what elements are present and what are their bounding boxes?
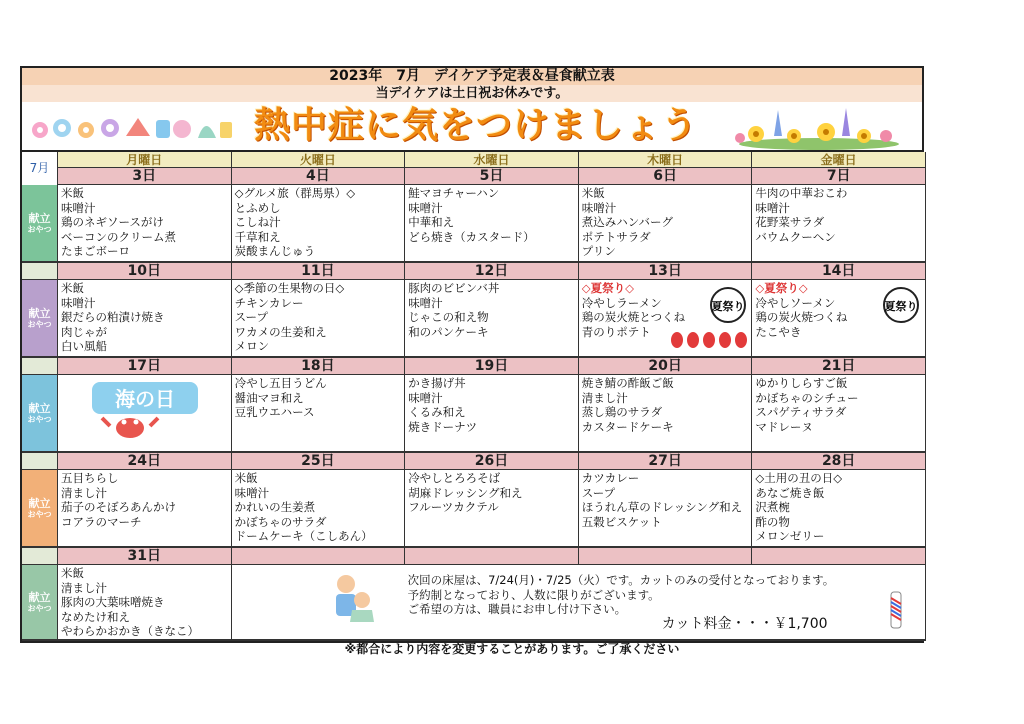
menu-item: 酢の物 <box>755 514 790 529</box>
menu-item: どら焼き（カスタード） <box>408 229 535 244</box>
notice-line: 予約制となっており、人数に限りがございます。 <box>407 587 660 602</box>
menu-item: 肉じゃが <box>61 324 107 339</box>
row-label-sub: おやつ <box>27 603 52 613</box>
menu-item: 冷やし五目うどん <box>234 376 327 390</box>
date-header: 31日 <box>58 548 232 565</box>
date-header: 4日 <box>232 168 406 185</box>
menu-item: なめたけ和え <box>61 609 130 624</box>
date-header-empty <box>752 548 926 565</box>
menu-item: 銀だらの粕漬け焼き <box>61 310 165 325</box>
menu-item: ゆかりしらすご飯 <box>755 376 848 390</box>
menu-item: やわらかおかき（きなこ） <box>61 624 199 639</box>
svg-text:夏祭り: 夏祭り <box>711 300 745 313</box>
calendar-sheet <box>20 66 924 643</box>
menu-cell <box>405 375 579 453</box>
menu-item: 味噌汁 <box>408 200 443 215</box>
row-label-main: 献立 <box>28 211 51 225</box>
menu-row-label <box>22 375 58 453</box>
menu-item: 味噌汁 <box>581 200 617 215</box>
menu-item: ほうれん草のドレッシング和え <box>581 500 743 515</box>
weekday-header: 月曜日 <box>58 152 232 168</box>
date-header: 3日 <box>58 168 232 185</box>
menu-item: 豚肉のビビンバ丼 <box>408 281 500 295</box>
date-header-empty <box>405 548 579 565</box>
lantern-illustration <box>669 330 749 350</box>
natsu-matsuri-illustration <box>882 286 920 324</box>
menu-item: 鶏の炭火焼つくね <box>755 310 848 325</box>
menu-item: 清まし汁 <box>581 390 628 405</box>
menu-item: プリン <box>581 244 616 259</box>
menu-item: メロンゼリー <box>755 529 825 544</box>
menu-item: 白い風船 <box>61 339 107 354</box>
menu-item: 青のりポテト <box>581 324 651 339</box>
menu-item: 豆乳ウエハース <box>234 405 315 420</box>
date-header: 11日 <box>232 263 406 280</box>
row-label-sub: おやつ <box>27 224 52 234</box>
menu-item: 冷やしとろろそば <box>408 471 501 485</box>
menu-item: ポテトサラダ <box>581 229 651 244</box>
menu-item: スープ <box>581 485 616 500</box>
menu-item: 味噌汁 <box>61 200 96 215</box>
menu-item: 鶏のネギソースがけ <box>61 215 164 230</box>
menu-item: カツカレー <box>581 471 640 485</box>
date-header: 21日 <box>752 358 926 375</box>
menu-cell <box>232 185 406 263</box>
menu-item: とふめし <box>234 200 281 215</box>
date-header: 13日 <box>579 263 753 280</box>
svg-text:夏祭り: 夏祭り <box>884 300 918 313</box>
menu-item: 牛肉の中華おこわ <box>755 186 848 200</box>
date-header: 18日 <box>232 358 406 375</box>
menu-item: 醤油マヨ和え <box>234 390 304 405</box>
menu-item: ◇夏祭り◇ <box>581 281 634 295</box>
menu-item: フルーツカクテル <box>408 500 499 515</box>
date-header: 27日 <box>579 453 753 470</box>
menu-item: じゃこの和え物 <box>408 310 489 325</box>
page-subtitle: 当デイケアは土日祝お休みです。 <box>22 85 922 102</box>
menu-item: 清まし汁 <box>61 485 107 500</box>
row-label-sub: おやつ <box>27 319 52 329</box>
date-header: 12日 <box>405 263 579 280</box>
notice-line: 次回の床屋は、7/24(月)・7/25（火）です。カットのみの受付となっております。 <box>407 573 835 587</box>
menu-item: 清まし汁 <box>61 580 107 595</box>
menu-item: 沢煮椀 <box>755 500 790 515</box>
menu-item: 味噌汁 <box>755 200 790 215</box>
menu-item: 千草和え <box>234 229 281 244</box>
menu-item: 焼き鯖の酢飯ご飯 <box>581 376 674 390</box>
date-header: 26日 <box>405 453 579 470</box>
menu-item: 鶏の炭火焼とつくね <box>581 310 686 325</box>
date-header: 17日 <box>58 358 232 375</box>
barber-pole-icon <box>888 588 904 632</box>
menu-cell <box>752 470 926 548</box>
menu-cell <box>405 185 579 263</box>
date-header-empty <box>232 548 406 565</box>
menu-item: スパゲティサラダ <box>755 405 847 420</box>
menu-item: 味噌汁 <box>408 390 443 405</box>
menu-item: たまごボーロ <box>61 244 130 259</box>
menu-cell <box>232 470 406 548</box>
summer-items-illustration <box>28 110 238 146</box>
menu-item: 蒸し鶏のサラダ <box>581 405 663 420</box>
date-header: 5日 <box>405 168 579 185</box>
weekday-header: 金曜日 <box>752 152 926 168</box>
menu-item: ◇土用の丑の日◇ <box>755 471 843 485</box>
menu-item: くるみ和え <box>408 405 466 420</box>
menu-item: 煮込みハンバーグ <box>581 215 673 230</box>
menu-cell <box>232 375 406 453</box>
row-label-gap <box>22 453 58 470</box>
umi-no-hi-illustration <box>90 378 200 442</box>
date-header: 28日 <box>752 453 926 470</box>
menu-item: バウムクーヘン <box>755 229 836 244</box>
menu-cell <box>579 470 753 548</box>
menu-item: 胡麻ドレッシング和え <box>408 485 523 500</box>
menu-item: 冷やしソーメン <box>755 295 836 310</box>
menu-item: 五穀ビスケット <box>581 514 662 529</box>
menu-item: チキンカレー <box>234 295 304 310</box>
menu-item: 味噌汁 <box>61 295 96 310</box>
menu-item: 米飯 <box>581 186 605 200</box>
menu-item: スープ <box>234 310 268 325</box>
row-label-main: 献立 <box>28 306 51 320</box>
menu-item: 米飯 <box>234 471 258 485</box>
date-header: 10日 <box>58 263 232 280</box>
date-header: 7日 <box>752 168 926 185</box>
menu-row-label <box>22 280 58 358</box>
menu-cell <box>58 280 232 358</box>
menu-cell <box>58 565 232 641</box>
menu-item: 豚肉の大葉味噌焼き <box>61 595 165 610</box>
menu-item: 炭酸まんじゅう <box>234 244 316 259</box>
row-label-main: 献立 <box>28 401 51 415</box>
menu-item: あなご焼き飯 <box>755 485 825 500</box>
menu-cell <box>58 185 232 263</box>
hydrangea-sunflower-illustration <box>734 106 904 150</box>
menu-row-label <box>22 470 58 548</box>
weekday-header: 火曜日 <box>232 152 406 168</box>
menu-item: たこやき <box>755 324 802 339</box>
menu-item: マドレーヌ <box>755 419 813 434</box>
row-label-sub: おやつ <box>27 414 52 424</box>
menu-grid <box>22 152 922 641</box>
menu-item: カスタードケーキ <box>581 419 674 434</box>
row-label-sub: おやつ <box>27 509 52 519</box>
footer-note: ※都合により内容を変更することがあります。ご了承ください <box>344 642 680 656</box>
date-header: 24日 <box>58 453 232 470</box>
menu-cell <box>232 280 406 358</box>
row-label-main: 献立 <box>28 590 51 604</box>
menu-item: ◇季節の生果物の日◇ <box>234 281 345 295</box>
page-title: 2023年 7月 デイケア予定表＆昼食献立表 <box>22 68 922 85</box>
menu-item: メロン <box>234 339 270 354</box>
menu-item: 米飯 <box>61 186 84 200</box>
menu-item: かれいの生姜煮 <box>234 500 316 515</box>
natsu-matsuri-illustration <box>709 286 747 324</box>
menu-item: 中華和え <box>408 215 455 230</box>
menu-row-label <box>22 565 58 641</box>
menu-cell <box>752 375 926 453</box>
menu-row-label <box>22 185 58 263</box>
menu-item: 和のパンケーキ <box>408 324 489 339</box>
holiday-text: 海の日 <box>115 387 175 411</box>
menu-item: 米飯 <box>61 566 84 580</box>
menu-item: 花野菜サラダ <box>755 215 825 230</box>
menu-item: 五目ちらし <box>61 471 119 485</box>
menu-item: ワカメの生姜和え <box>234 324 327 339</box>
menu-cell <box>405 470 579 548</box>
date-header: 14日 <box>752 263 926 280</box>
haircut-illustration <box>328 570 378 624</box>
menu-cell <box>579 185 753 263</box>
menu-item: 味噌汁 <box>408 295 443 310</box>
menu-cell <box>405 280 579 358</box>
menu-item: 味噌汁 <box>234 485 270 500</box>
menu-item: かぼちゃのシチュー <box>755 390 859 405</box>
date-header-empty <box>579 548 753 565</box>
menu-cell <box>752 185 926 263</box>
menu-item: ベーコンのクリーム煮 <box>61 229 176 244</box>
menu-item: こしね汁 <box>234 215 281 230</box>
menu-item: かぼちゃのサラダ <box>234 514 327 529</box>
cut-price: カット料金・・・￥1,700 <box>661 616 828 632</box>
banner-title: 熱中症に気をつけましょう <box>254 105 699 146</box>
month-label: 7月 <box>22 152 58 185</box>
date-header: 25日 <box>232 453 406 470</box>
notice-line: ご希望の方は、職員にお申し付け下さい。 <box>407 602 627 617</box>
banner <box>22 102 922 152</box>
menu-item: 米飯 <box>61 281 84 295</box>
menu-item: ◇夏祭り◇ <box>755 281 808 295</box>
row-label-gap <box>22 263 58 280</box>
date-header: 19日 <box>405 358 579 375</box>
menu-item: ドームケーキ（こしあん） <box>234 529 373 544</box>
row-label-gap <box>22 358 58 375</box>
menu-item: 焼きドーナツ <box>408 419 478 434</box>
menu-item: かき揚げ丼 <box>408 376 466 390</box>
row-label-gap <box>22 548 58 565</box>
weekday-header: 木曜日 <box>579 152 753 168</box>
menu-item: 茄子のそぼろあんかけ <box>61 500 176 515</box>
menu-cell <box>579 375 753 453</box>
menu-item: 冷やしラーメン <box>581 295 662 310</box>
weekday-header: 水曜日 <box>405 152 579 168</box>
menu-cell <box>58 470 232 548</box>
date-header: 6日 <box>579 168 753 185</box>
row-label-main: 献立 <box>28 496 51 510</box>
date-header: 20日 <box>579 358 753 375</box>
menu-item: 鮭マヨチャーハン <box>408 186 500 200</box>
menu-item: コアラのマーチ <box>61 514 142 529</box>
menu-item: ◇グルメ旅（群馬県）◇ <box>234 186 356 200</box>
